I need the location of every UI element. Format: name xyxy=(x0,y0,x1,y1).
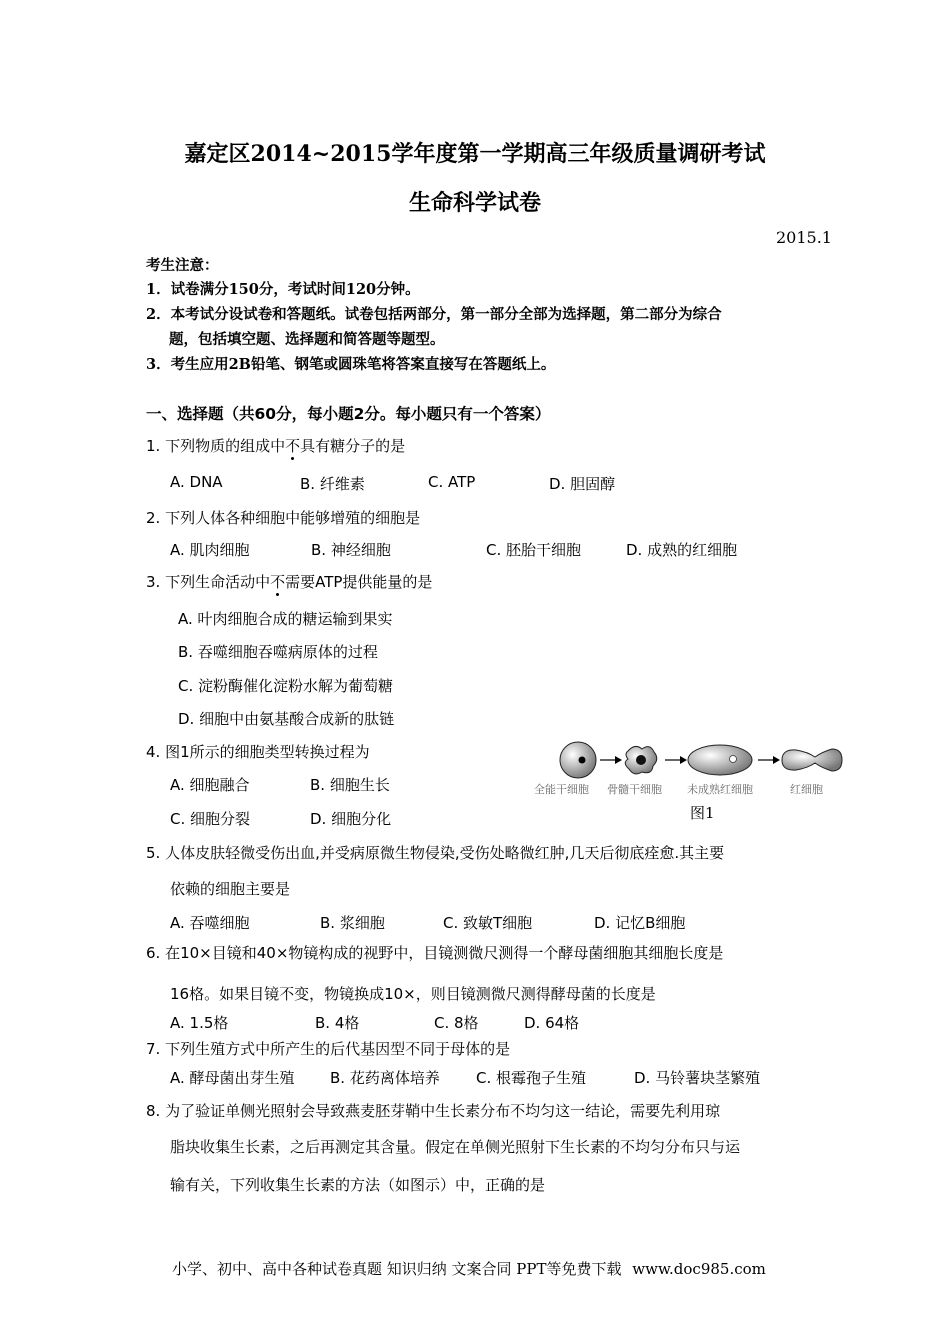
notice-item-2 xyxy=(146,303,722,324)
notice-heading: 考生注意： xyxy=(146,257,219,274)
q2-option-d: D. 成熟的红细胞 xyxy=(626,541,738,559)
q6-option-b: B. 4格 xyxy=(315,1014,360,1032)
q5-option-c: C. 致敏T细胞 xyxy=(443,914,533,932)
question-2-stem: 2. 下列人体各种细胞中能够增殖的细胞是 xyxy=(146,509,421,527)
q3-option-a: A. 叶肉细胞合成的糖运输到果实 xyxy=(178,610,393,628)
notice-item-number: 1． xyxy=(146,281,171,298)
arrow-icon xyxy=(600,756,622,764)
figure-label: 红细胞 xyxy=(790,783,823,796)
stem-text: 1. 下列物质的组成中 xyxy=(146,437,286,455)
q5-option-a: A. 吞噬细胞 xyxy=(170,914,250,932)
notice-item-2-continuation: 题，包括填空题、选择题和简答题等题型。 xyxy=(169,331,445,348)
page-subtitle: 生命科学试卷 xyxy=(408,190,541,216)
cell-conversion-diagram xyxy=(530,735,850,785)
notice-item-number: 2． xyxy=(146,306,171,323)
q2-option-c: C. 胚胎干细胞 xyxy=(486,541,582,559)
question-1-stem xyxy=(146,435,405,456)
figure-caption: 图1 xyxy=(690,804,715,822)
notice-item-1 xyxy=(146,278,420,299)
question-6-stem: 6. 在10×目镜和40×物镜构成的视野中，目镜测微尺测得一个酵母菌细胞其细胞长度是 xyxy=(146,944,724,962)
q5-option-d: D. 记忆B细胞 xyxy=(594,914,686,932)
q4-option-c: C. 细胞分裂 xyxy=(170,810,251,828)
q1-option-d: D. 胆固醇 xyxy=(549,475,616,493)
q7-option-a: A. 酵母菌出芽生殖 xyxy=(170,1069,295,1087)
stem-text: 具有糖分子的是 xyxy=(300,437,406,455)
emphasis-mark: 不 xyxy=(270,573,286,591)
q1-option-b: B. 纤维素 xyxy=(300,475,365,493)
q6-option-c: C. 8格 xyxy=(434,1014,479,1032)
notice-item-3 xyxy=(146,353,555,374)
q3-option-c: C. 淀粉酶催化淀粉水解为葡萄糖 xyxy=(178,677,394,695)
notice-item-text: 试卷满分150分，考试时间120分钟。 xyxy=(170,281,420,298)
totipotent-stem-cell-shape xyxy=(560,742,596,778)
section-heading: 一、选择题（共60分，每小题2分。每小题只有一个答案） xyxy=(146,405,551,423)
q5-option-b: B. 浆细胞 xyxy=(320,914,385,932)
figure-label: 未成熟红细胞 xyxy=(687,783,753,796)
q4-option-d: D. 细胞分化 xyxy=(310,810,392,828)
question-5-continuation: 依赖的细胞主要是 xyxy=(170,880,291,898)
question-6-continuation: 16格。如果目镜不变，物镜换成10×，则目镜测微尺测得酵母菌的长度是 xyxy=(170,985,656,1003)
q7-option-b: B. 花药离体培养 xyxy=(330,1069,440,1087)
footer xyxy=(172,1258,766,1279)
page-title: 嘉定区2014~2015学年度第一学期高三年级质量调研考试 xyxy=(184,141,766,167)
q4-option-a: A. 细胞融合 xyxy=(170,776,250,794)
bone-marrow-stem-cell-shape xyxy=(625,746,657,773)
q7-option-d: D. 马铃薯块茎繁殖 xyxy=(634,1069,761,1087)
q3-option-b: B. 吞噬细胞吞噬病原体的过程 xyxy=(178,643,378,661)
footer-url: www.doc985.com xyxy=(632,1260,766,1278)
exam-date: 2015.1 xyxy=(776,228,832,247)
notice-item-text: 本考试分设试卷和答题纸。试卷包括两部分，第一部分全部为选择题，第二部分为综合 xyxy=(170,306,722,323)
q2-option-b: B. 神经细胞 xyxy=(311,541,391,559)
arrow-icon xyxy=(758,756,780,764)
stem-text: 需要ATP提供能量的是 xyxy=(285,573,433,591)
footer-text: 小学、初中、高中各种试卷真题 知识归纳 文案合同 PPT等免费下载 xyxy=(172,1260,622,1278)
question-5-stem: 5. 人体皮肤轻微受伤出血,并受病原微生物侵染,受伤处略微红肿,几天后彻底痊愈.其主要 xyxy=(146,844,725,862)
q1-option-c: C. ATP xyxy=(428,473,476,491)
emphasis-mark: 不 xyxy=(285,437,301,455)
immature-red-cell-shape xyxy=(688,745,752,775)
q1-option-a: A. DNA xyxy=(170,473,223,491)
arrow-icon xyxy=(665,756,687,764)
red-blood-cell-shape xyxy=(782,749,842,771)
question-4-stem: 4. 图1所示的细胞类型转换过程为 xyxy=(146,743,370,761)
question-7-stem: 7. 下列生殖方式中所产生的后代基因型不同于母体的是 xyxy=(146,1040,511,1058)
q3-option-d: D. 细胞中由氨基酸合成新的肽链 xyxy=(178,710,395,728)
question-8-continuation-2: 输有关，下列收集生长素的方法（如图示）中，正确的是 xyxy=(170,1176,546,1194)
figure-label: 骨髓干细胞 xyxy=(607,783,662,796)
question-8-continuation-1: 脂块收集生长素，之后再测定其含量。假定在单侧光照射下生长素的不均匀分布只与运 xyxy=(170,1138,741,1156)
q6-option-a: A. 1.5格 xyxy=(170,1014,229,1032)
figure-label: 全能干细胞 xyxy=(534,783,589,796)
notice-item-number: 3． xyxy=(146,356,171,373)
stem-text: 3. 下列生命活动中 xyxy=(146,573,271,591)
q6-option-d: D. 64格 xyxy=(524,1014,580,1032)
question-8-stem: 8. 为了验证单侧光照射会导致燕麦胚芽鞘中生长素分布不均匀这一结论，需要先利用琼 xyxy=(146,1102,721,1120)
notice-item-text: 考生应用2B铅笔、钢笔或圆珠笔将答案直接写在答题纸上。 xyxy=(170,356,556,373)
q2-option-a: A. 肌肉细胞 xyxy=(170,541,250,559)
q7-option-c: C. 根霉孢子生殖 xyxy=(476,1069,587,1087)
q4-option-b: B. 细胞生长 xyxy=(310,776,390,794)
question-3-stem xyxy=(146,571,432,592)
